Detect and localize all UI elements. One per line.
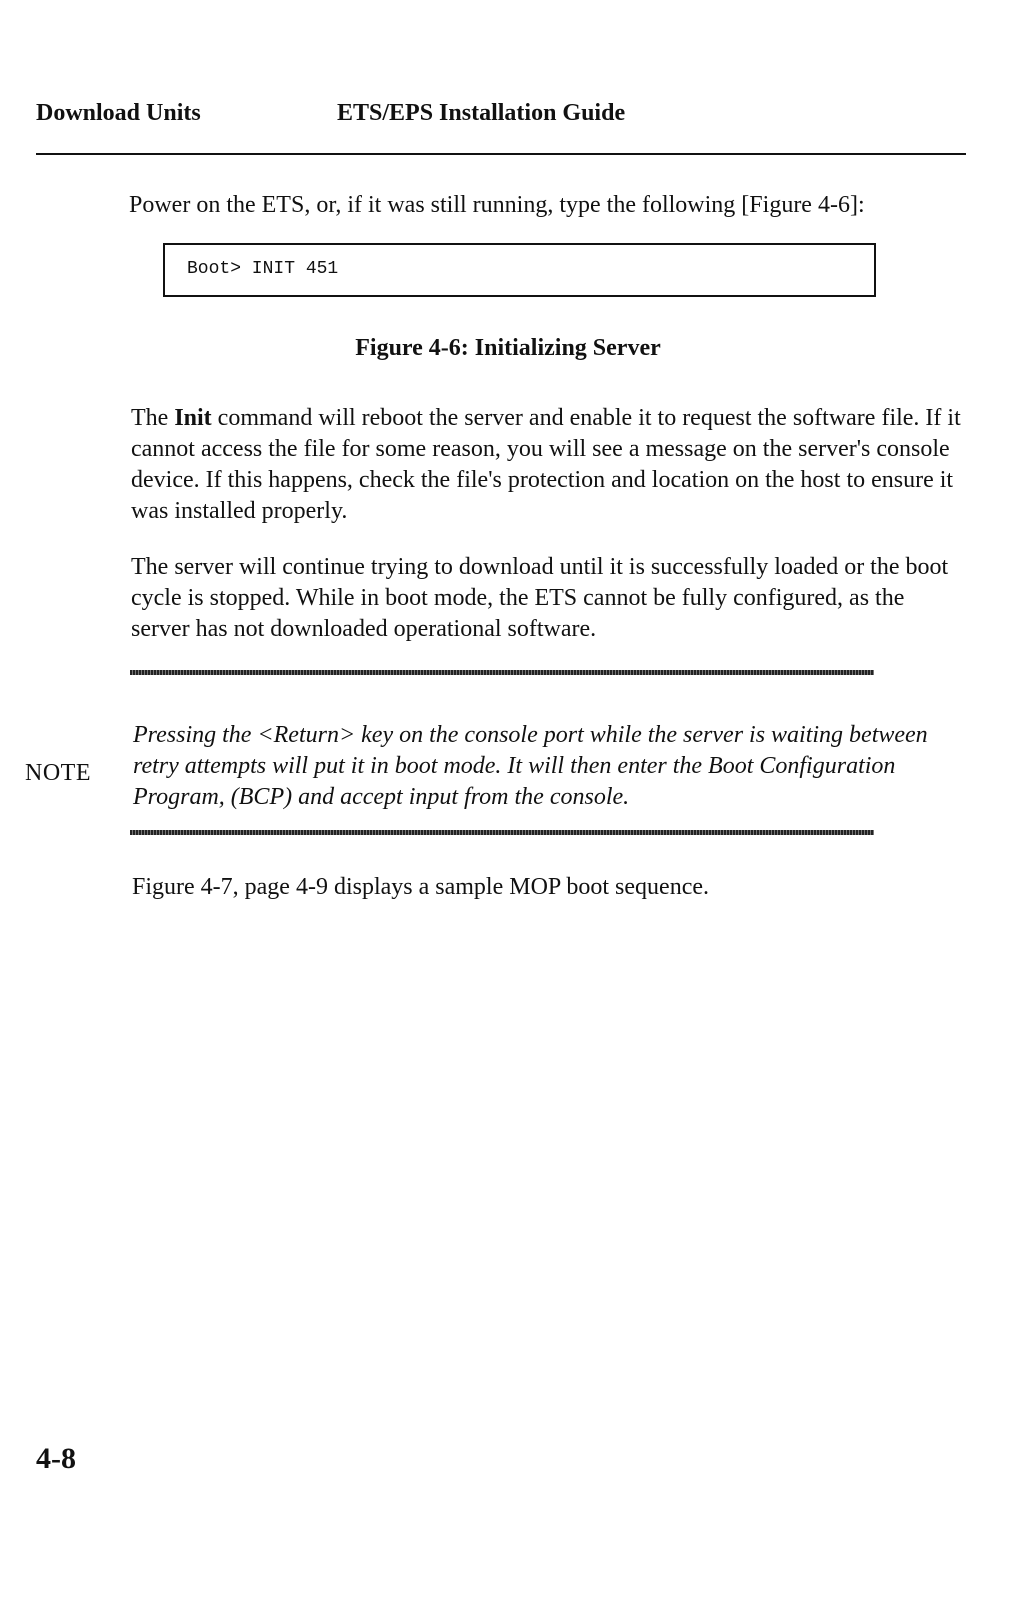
download-paragraph: The server will continue trying to download until it is successfully loaded or the boot cycle is stopped. While in boot mode, the ETS cannot be fully configured, as the server has not downloaded operational software. (131, 554, 949, 642)
book-title: ETS/EPS Installation Guide (337, 100, 626, 126)
note-rule-top (130, 670, 874, 675)
running-header (36, 100, 966, 140)
note-rule-bottom (130, 830, 874, 835)
code-box (163, 243, 876, 297)
header-rule (36, 153, 966, 155)
note-text: Pressing the <Return> key on the console port while the server is waiting between retry attempts will put it in boot mode. It will then enter the Boot Configuration Program, (BCP) and accept input from the console. (133, 722, 928, 810)
figure-caption: Figure 4-6: Initializing Server (355, 335, 661, 361)
note-label: NOTE (25, 760, 91, 786)
page-number: 4-8 (36, 1442, 76, 1475)
init-text-before: The (131, 405, 175, 431)
boot-command: Boot> INIT 451 (187, 259, 339, 279)
mop-reference-paragraph: Figure 4-7, page 4-9 displays a sample MOP boot sequence. (132, 874, 709, 900)
section-title: Download Units (36, 100, 201, 126)
init-paragraph (131, 403, 961, 527)
intro-paragraph: Power on the ETS, or, if it was still running, type the following [Figure 4-6]: (129, 192, 865, 218)
init-keyword: Init (174, 405, 212, 431)
init-text-after: command will reboot the server and enable it to request the software file. If it cannot access the file for some reason, you will see a message on the server's console device. If this happens, check the file's protection and location on the host to ensure it was installed properly. (131, 405, 961, 524)
